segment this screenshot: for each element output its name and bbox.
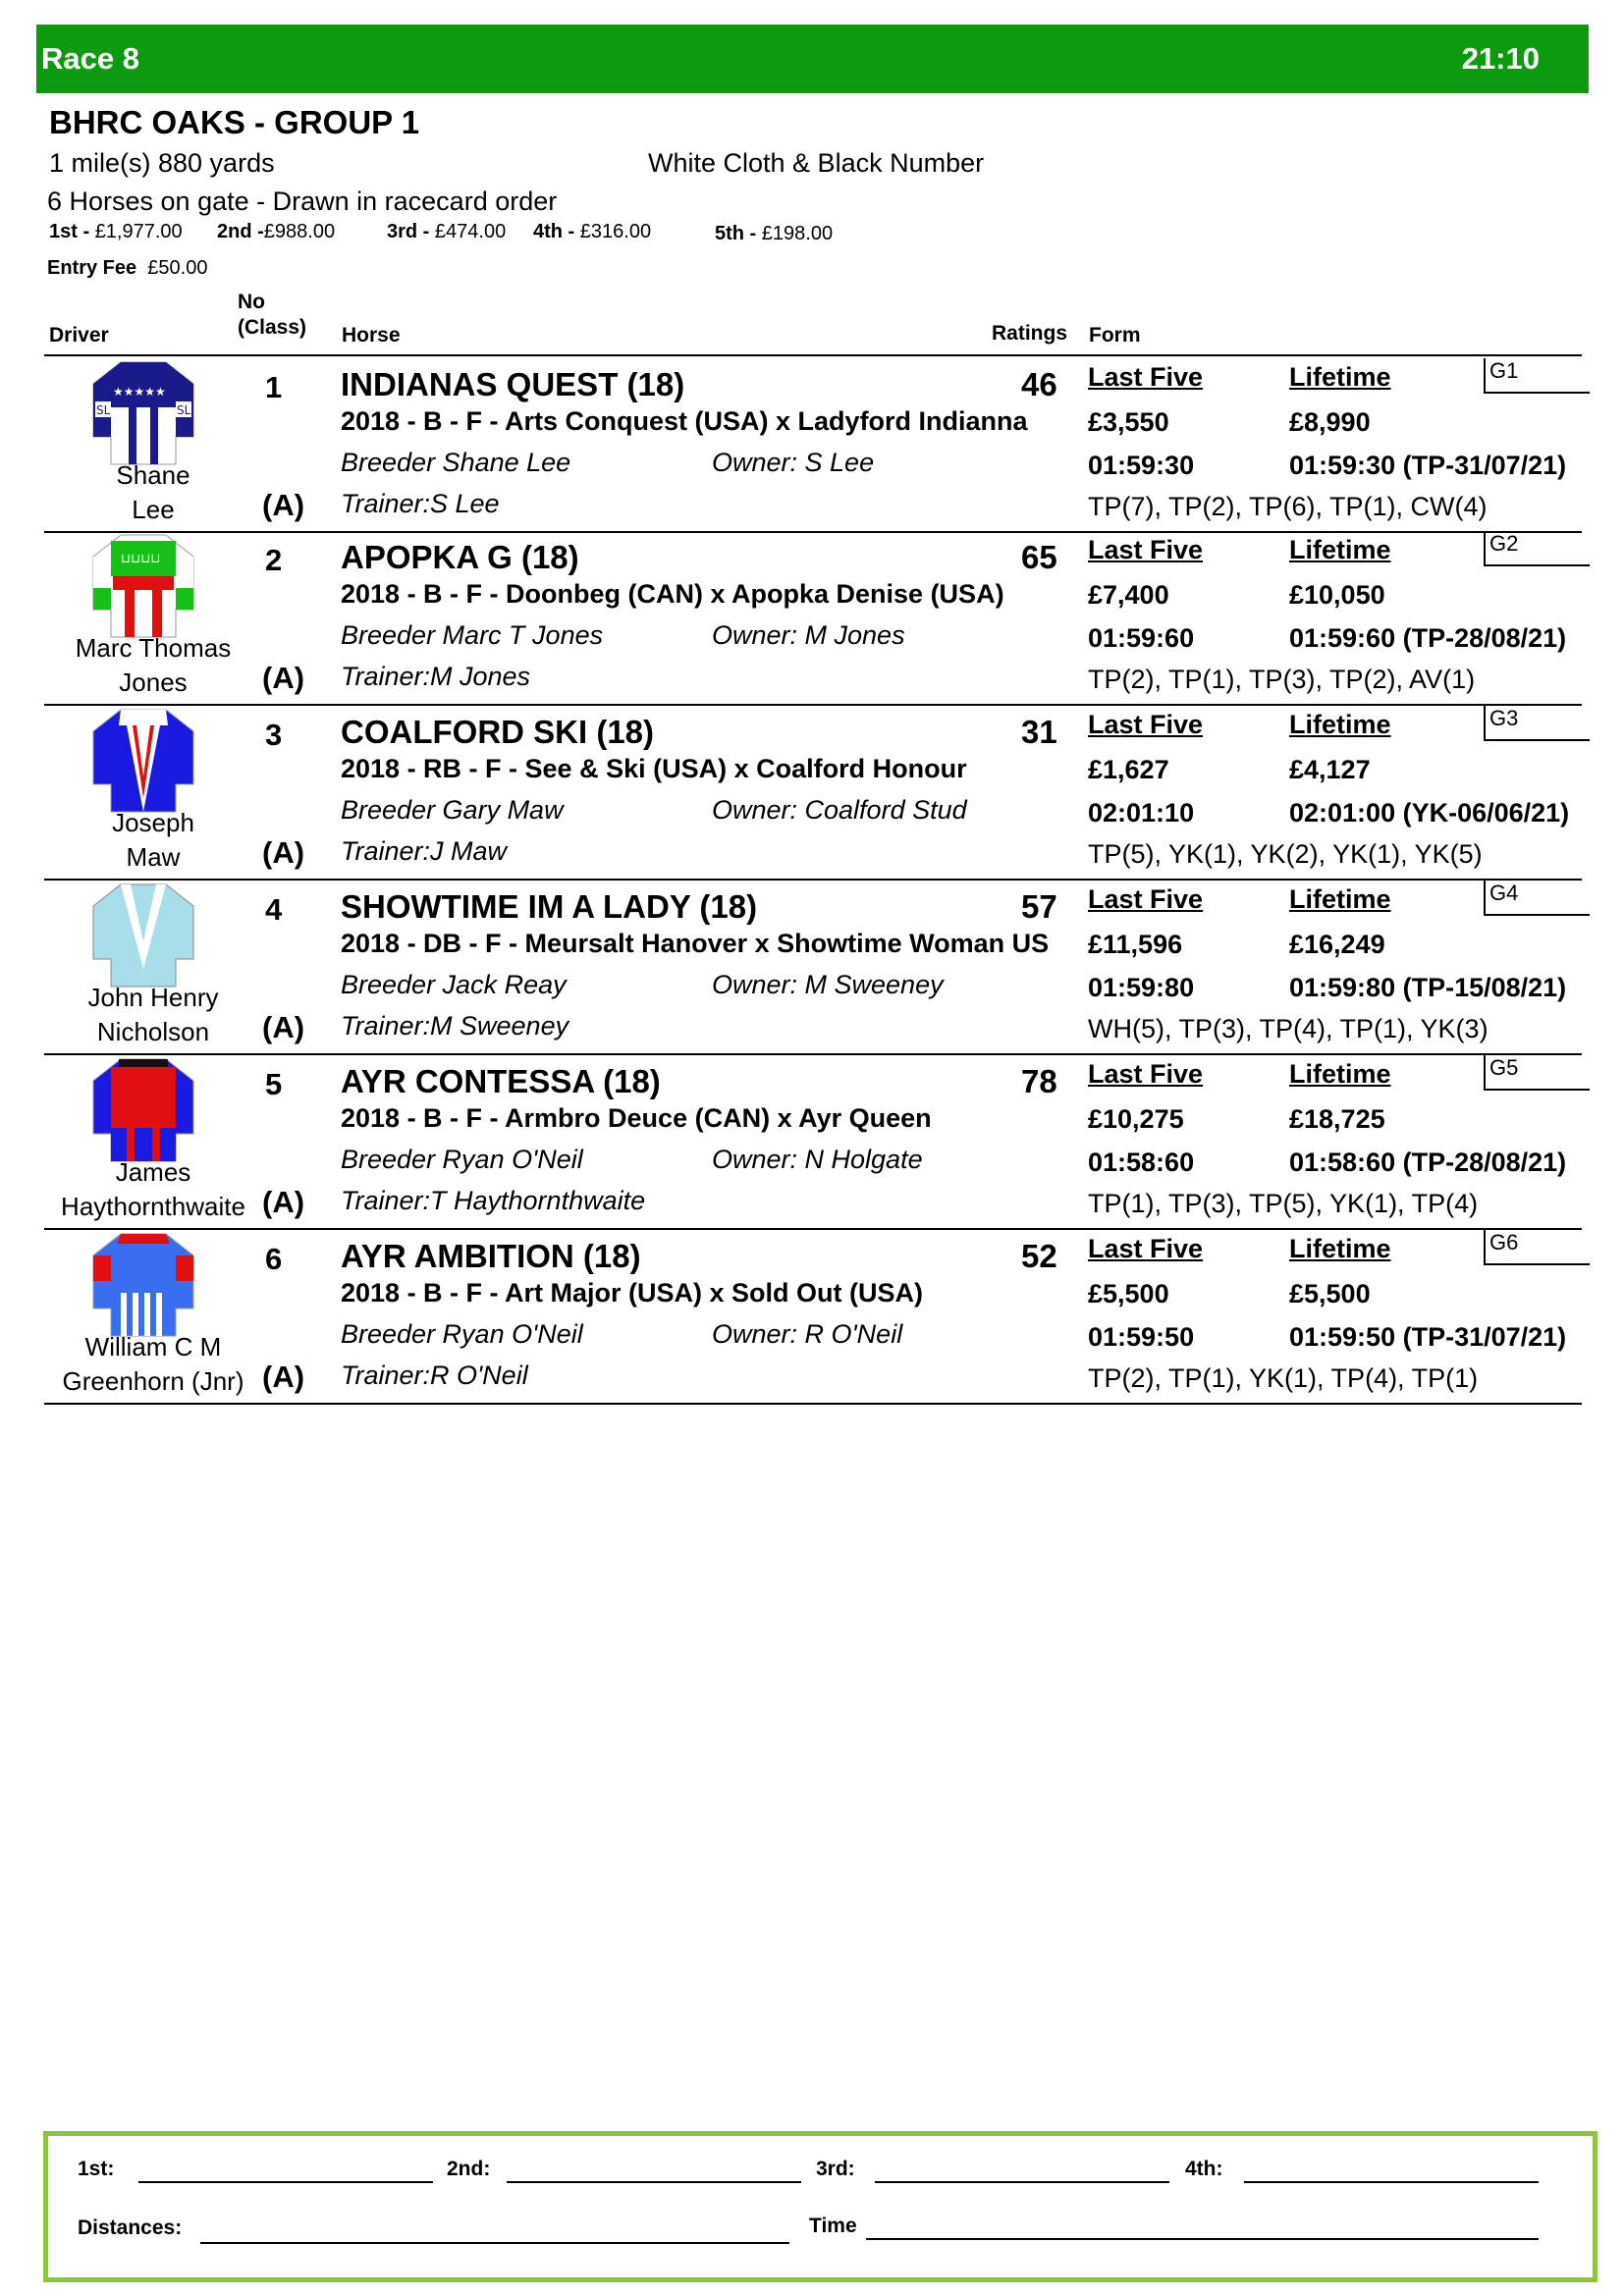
silk-icon [91,708,195,816]
svg-text:⊔⊔⊔⊔: ⊔⊔⊔⊔ [121,552,161,566]
first-line[interactable] [138,2181,433,2183]
last-five-time: 01:58:60 [1088,1148,1195,1177]
last-five-heading: Last Five [1088,1059,1204,1089]
horse-name: AYR CONTESSA (18) [341,1063,661,1099]
last-five-money: £5,500 [1088,1279,1169,1308]
silk-icon [91,360,195,468]
runner-number: 3 [265,718,283,752]
runner-class: (A) [262,835,305,870]
recent-form: WH(5), TP(3), TP(4), TP(1), YK(3) [1088,1014,1489,1043]
lifetime-heading: Lifetime [1289,362,1391,392]
runner-entry [44,529,1582,706]
trainer: Trainer:R O'Neil [341,1361,528,1390]
horse-name: INDIANAS QUEST (18) [341,366,685,402]
race-distance: 1 mile(s) 880 yards [49,148,275,178]
prize-1st: 1st - £1,977.00 [49,221,183,242]
recent-form: TP(1), TP(3), TP(5), YK(1), TP(4) [1088,1189,1479,1218]
time-label: Time [809,2215,857,2237]
lifetime-heading: Lifetime [1289,535,1391,564]
runner-entry [44,1053,1582,1230]
horse-rating: 65 [1021,539,1057,575]
breeder: Breeder Ryan O'Neil [341,1319,583,1349]
col-class: (Class) [238,316,307,339]
lifetime-money: £8,990 [1289,407,1371,437]
trainer: Trainer:J Maw [341,836,508,866]
owner: Owner: M Jones [712,620,905,650]
gate-box: G1 [1484,358,1590,394]
last-five-money: £3,550 [1088,407,1169,437]
last-five-money: £11,596 [1088,930,1183,959]
prize-3rd: 3rd - £474.00 [387,221,507,242]
lifetime-money: £18,725 [1289,1104,1385,1134]
prize-2nd: 2nd -£988.00 [217,221,336,242]
time-line[interactable] [866,2238,1539,2240]
gate-box: G6 [1484,1230,1590,1265]
horse-breeding: 2018 - RB - F - See & Ski (USA) x Coalford Honour [341,754,967,783]
silk-icon [91,1232,195,1340]
col-driver: Driver [49,324,109,347]
trainer: Trainer:S Lee [341,489,500,518]
runner-number: 6 [265,1242,283,1276]
runner-class: (A) [262,1185,305,1219]
horse-breeding: 2018 - B - F - Art Major (USA) x Sold Out (USA) [341,1278,924,1308]
horse-breeding: 2018 - B - F - Doonbeg (CAN) x Apopka Denise (USA) [341,579,1004,609]
last-five-time: 01:59:30 [1088,451,1195,480]
col-no: No [238,291,265,313]
horse-name: SHOWTIME IM A LADY (18) [341,888,758,925]
runner-number: 1 [265,370,283,404]
horse-rating: 57 [1021,888,1057,925]
lifetime-time: 01:59:60 (TP-28/08/21) [1289,623,1567,653]
horse-rating: 78 [1021,1063,1057,1099]
horse-name: APOPKA G (18) [341,539,579,575]
third-label: 3rd: [816,2158,855,2180]
lifetime-time: 02:01:00 (YK-06/06/21) [1289,798,1570,828]
driver-name: Marc Thomas Jones [75,633,232,697]
second-label: 2nd: [447,2158,491,2180]
runner-entry [44,1228,1582,1405]
owner: Owner: Coalford Stud [712,795,967,825]
owner: Owner: R O'Neil [712,1319,903,1349]
recent-form: TP(2), TP(1), YK(1), TP(4), TP(1) [1088,1363,1479,1393]
recent-form: TP(2), TP(1), TP(3), TP(2), AV(1) [1088,665,1476,694]
driver-name: James Haythornthwaite [61,1157,245,1221]
prize-4th: 4th - £316.00 [533,221,652,242]
horses-note: 6 Horses on gate - Drawn in racecard order [47,187,558,216]
owner: Owner: S Lee [712,448,875,477]
last-five-heading: Last Five [1088,710,1204,739]
first-label: 1st: [78,2158,115,2180]
horse-name: COALFORD SKI (18) [341,714,655,750]
recent-form: TP(7), TP(2), TP(6), TP(1), CW(4) [1088,492,1488,521]
lifetime-heading: Lifetime [1289,710,1391,739]
fourth-label: 4th: [1185,2158,1223,2180]
last-five-money: £7,400 [1088,580,1169,610]
lifetime-time: 01:59:50 (TP-31/07/21) [1289,1322,1567,1352]
lifetime-money: £4,127 [1289,755,1371,784]
silk-icon [91,1057,195,1165]
gate-box: G3 [1484,706,1590,741]
runner-number: 5 [265,1067,283,1101]
horse-rating: 52 [1021,1238,1057,1274]
svg-text:★★★★★: ★★★★★ [113,385,166,399]
gate-box: G5 [1484,1055,1590,1091]
last-five-heading: Last Five [1088,1234,1204,1263]
gate-box: G2 [1484,531,1590,566]
runner-class: (A) [262,1010,305,1044]
entry-fee: Entry Fee £50.00 [47,257,208,279]
svg-text:SL: SL [96,403,111,417]
race-time: 21:10 [1461,41,1540,76]
horse-rating: 31 [1021,714,1057,750]
last-five-time: 02:01:10 [1088,798,1195,828]
last-five-time: 01:59:80 [1088,973,1195,1002]
lifetime-heading: Lifetime [1289,1234,1391,1263]
owner: Owner: N Holgate [712,1145,923,1174]
driver-name: Joseph Maw [112,808,194,872]
silk-icon [91,882,195,990]
horse-name: AYR AMBITION (18) [341,1238,641,1274]
horse-rating: 46 [1021,366,1057,402]
driver-name: William C M Greenhorn (Jnr) [62,1332,244,1396]
breeder: Breeder Jack Reay [341,970,567,999]
col-form: Form [1089,324,1141,347]
runner-class: (A) [262,661,305,695]
lifetime-heading: Lifetime [1289,884,1391,914]
distances-label: Distances: [78,2216,183,2239]
race-title: BHRC OAKS - GROUP 1 [49,104,420,140]
lifetime-time: 01:59:80 (TP-15/08/21) [1289,973,1567,1002]
runner-number: 2 [265,543,283,577]
breeder: Breeder Shane Lee [341,448,571,477]
recent-form: TP(5), YK(1), YK(2), YK(1), YK(5) [1088,839,1483,869]
runner-entry [44,879,1582,1055]
owner: Owner: M Sweeney [712,970,944,999]
breeder: Breeder Gary Maw [341,795,564,825]
third-line[interactable] [875,2181,1169,2183]
horse-breeding: 2018 - B - F - Armbro Deuce (CAN) x Ayr Queen [341,1103,932,1133]
horse-breeding: 2018 - DB - F - Meursalt Hanover x Showtime Woman US [341,929,1050,958]
lifetime-money: £5,500 [1289,1279,1371,1308]
last-five-time: 01:59:50 [1088,1322,1195,1352]
horse-breeding: 2018 - B - F - Arts Conquest (USA) x Ladyford Indianna [341,406,1028,436]
cloth-info: White Cloth & Black Number [648,148,985,178]
trainer: Trainer:T Haythornthwaite [341,1186,646,1215]
breeder: Breeder Marc T Jones [341,620,604,650]
col-ratings: Ratings [992,322,1068,345]
gate-box: G4 [1484,881,1590,916]
trainer: Trainer:M Sweeney [341,1011,569,1041]
col-horse: Horse [342,324,401,347]
lifetime-time: 01:58:60 (TP-28/08/21) [1289,1148,1567,1177]
last-five-heading: Last Five [1088,362,1204,392]
runner-entry [44,704,1582,881]
distances-line[interactable] [200,2242,789,2244]
last-five-time: 01:59:60 [1088,623,1195,653]
silk-icon [91,533,195,641]
svg-text:SL: SL [177,403,191,417]
last-five-heading: Last Five [1088,535,1204,564]
last-five-heading: Last Five [1088,884,1204,914]
driver-name: John Henry Nicholson [87,983,219,1046]
runner-entry [44,354,1582,533]
second-line[interactable] [507,2181,801,2183]
prize-5th: 5th - £198.00 [715,223,834,244]
runner-class: (A) [262,1360,305,1394]
lifetime-heading: Lifetime [1289,1059,1391,1089]
runner-class: (A) [262,488,305,522]
lifetime-money: £10,050 [1289,580,1385,610]
last-five-money: £1,627 [1088,755,1169,784]
fourth-line[interactable] [1244,2181,1539,2183]
race-header-bar [36,25,1589,93]
runner-number: 4 [265,892,283,927]
trainer: Trainer:M Jones [341,662,531,691]
lifetime-money: £16,249 [1289,930,1385,959]
last-five-money: £10,275 [1088,1104,1184,1134]
lifetime-time: 01:59:30 (TP-31/07/21) [1289,451,1567,480]
race-number: Race 8 [41,41,139,76]
driver-name: Shane Lee [116,460,190,524]
breeder: Breeder Ryan O'Neil [341,1145,583,1174]
result-box [43,2131,1597,2282]
